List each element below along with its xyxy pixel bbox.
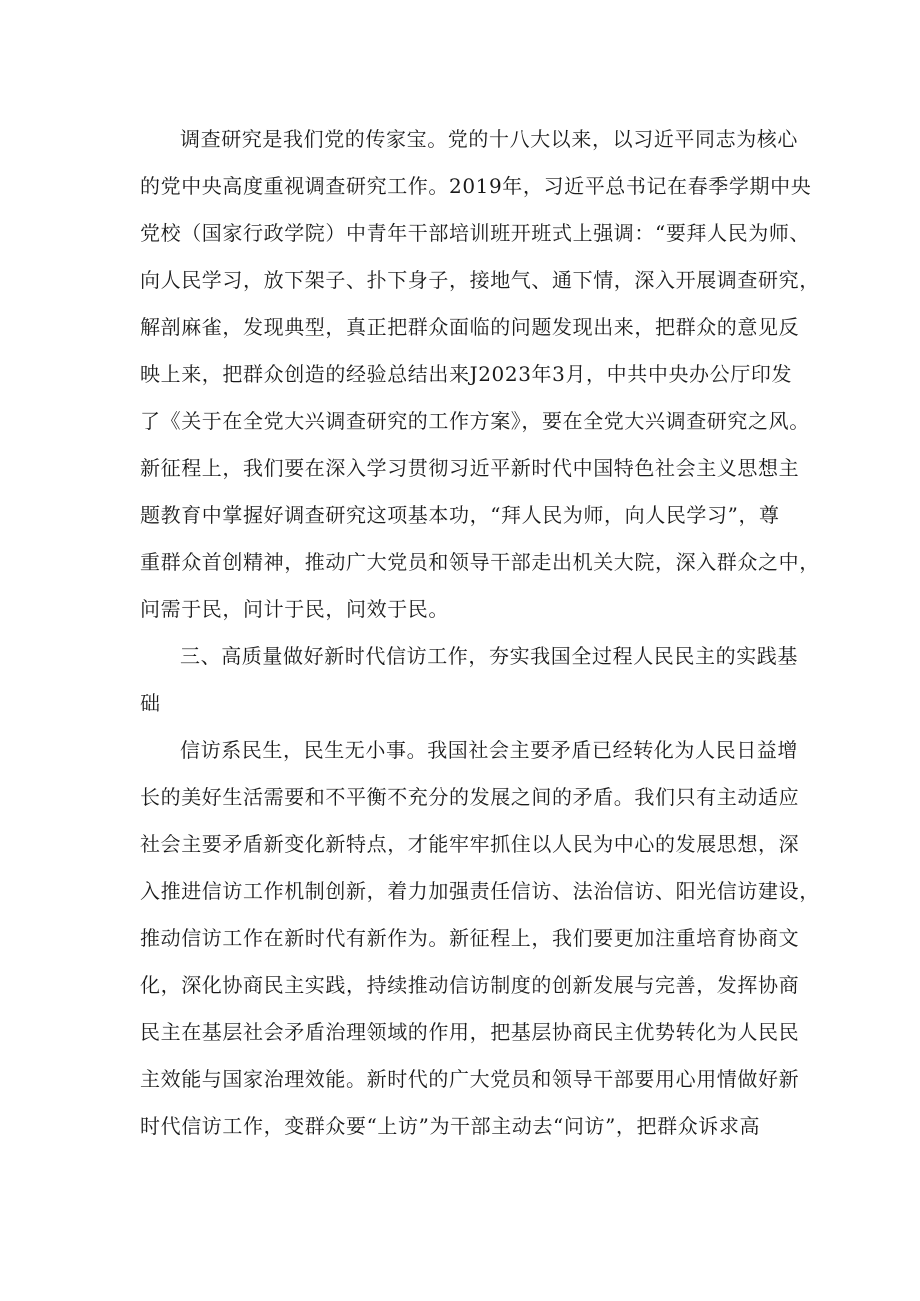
paragraph-2-line-5: 推动信访工作在新时代有新作为。新征程上，我们要更加注重培育协商文 (140, 926, 800, 950)
paragraph-1-line-7: 了《关于在全党大兴调查研究的工作方案》，要在全党大兴调查研究之风。 (140, 409, 810, 433)
paragraph-1-line-2: 的党中央高度重视调查研究工作。2019年，习近平总书记在春季学期中央 (140, 174, 812, 198)
section-heading-line-1: 三、高质量做好新时代信访工作，夯实我国全过程人民民主的实践基 (180, 644, 798, 668)
paragraph-1-line-8: 新征程上，我们要在深入学习贯彻习近平新时代中国特色社会主义思想主 (140, 456, 800, 480)
paragraph-1-line-1: 调查研究是我们党的传家宝。党的十八大以来，以习近平同志为核心 (180, 127, 798, 151)
paragraph-2-line-7: 民主在基层社会矛盾治理领域的作用，把基层协商民主优势转化为人民民 (140, 1020, 800, 1044)
paragraph-1-line-6: 映上来，把群众创造的经验总结出来J2023年3月，中共中央办公厅印发 (140, 362, 793, 386)
paragraph-1-line-9: 题教育中掌握好调查研究这项基本功，“拜人民为师，向人民学习”，尊 (140, 503, 780, 527)
paragraph-1-line-10: 重群众首创精神，推动广大党员和领导干部走出机关大院，深入群众之中， (140, 550, 820, 574)
section-heading-line-2: 础 (140, 691, 161, 715)
paragraph-1-line-5: 解剖麻雀，发现典型，真正把群众面临的问题发现出来，把群众的意见反 (140, 315, 800, 339)
paragraph-2-line-4: 入推进信访工作机制创新，着力加强责任信访、法治信访、阳光信访建设， (140, 879, 820, 903)
paragraph-1-line-3: 党校（国家行政学院）中青年干部培训班开班式上强调：“要拜人民为师、 (140, 221, 811, 245)
paragraph-1-line-11: 问需于民，问计于民，问效于民。 (140, 597, 449, 621)
paragraph-2-line-1: 信访系民生，民生无小事。我国社会主要矛盾已经转化为人民日益增 (180, 738, 798, 762)
paragraph-2-line-3: 社会主要矛盾新变化新特点，才能牢牢抓住以人民为中心的发展思想，深 (140, 832, 800, 856)
paragraph-2-line-6: 化，深化协商民主实践，持续推动信访制度的创新发展与完善，发挥协商 (140, 973, 800, 997)
paragraph-2-line-9: 时代信访工作，变群众要“上访”为干部主动去“问访”，把群众诉求高 (140, 1114, 761, 1138)
paragraph-2-line-8: 主效能与国家治理效能。新时代的广大党员和领导干部要用心用情做好新 (140, 1067, 800, 1091)
paragraph-1-line-4: 向人民学习，放下架子、扑下身子，接地气、通下情，深入开展调查研究， (140, 268, 820, 292)
paragraph-2-line-2: 长的美好生活需要和不平衡不充分的发展之间的矛盾。我们只有主动适应 (140, 785, 800, 809)
